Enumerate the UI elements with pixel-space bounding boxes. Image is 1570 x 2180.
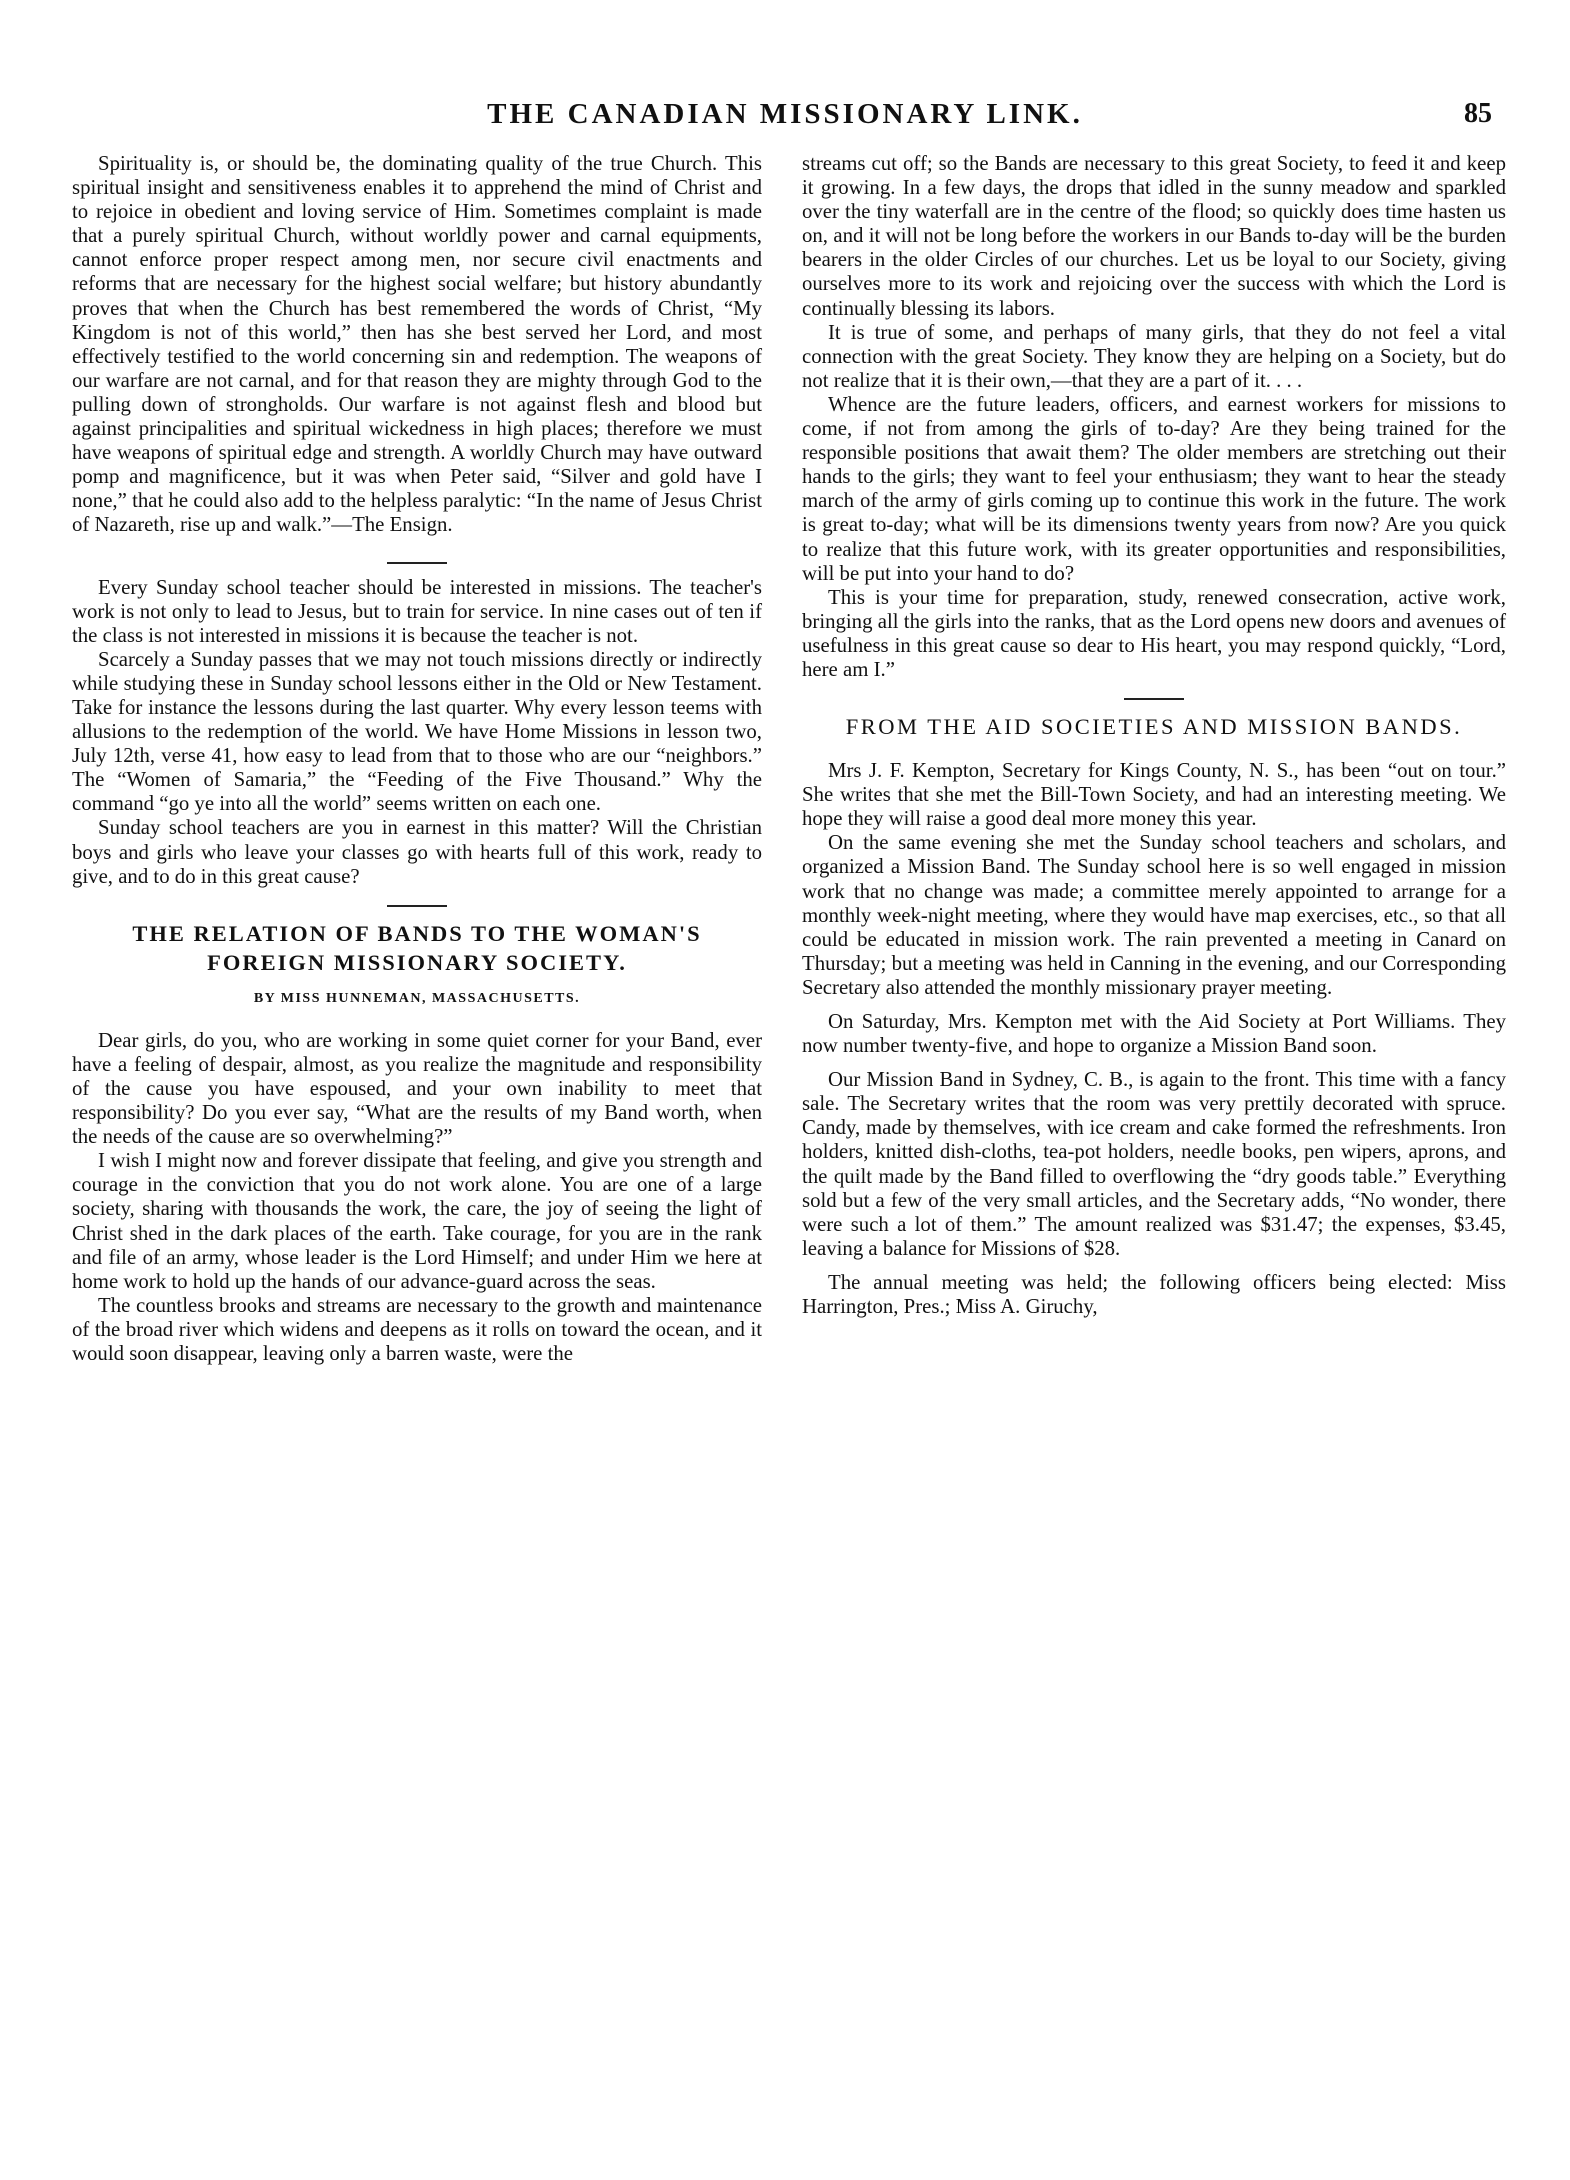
article-sunday-school-p2: Scarcely a Sunday passes that we may not touch missions directly or indirectly while studying these in Sunday school lessons either in the Old or New Testament. Take for instance the lessons during the last quarter. Why every lesson teems with allusions to the redemption of the world. We have Home Missions in lesson two, July 12th, verse 41, how easy to lead from that to those who are our “neighbors.” The “Women of Samaria,” the “Feeding of the Five Thousand.” Why the command “go ye into all the world” seems written on each one. bbox=[72, 647, 762, 816]
report-annual-meeting: The annual meeting was held; the following officers being elected: Miss Harrington, Pres.; Miss A. Giruchy, bbox=[802, 1270, 1506, 1319]
report-sydney: Our Mission Band in Sydney, C. B., is again to the front. This time with a fancy sale. The Secretary writes that the room was very prettily decorated with spruce. Candy, made by themselves, with ice cream and cake formed the refreshments. Iron holders, knitted dish-cloths, tea-pot holders, needle books, pen wipers, aprons, and the quilt made by the Band filled to overflowing the “dry goods table.” Everything sold but a few of the very small articles, and the Secretary adds, “No wonder, there were such a lot of them.” The amount realized was $31.47; the expenses, $3.45, leaving a balance for Missions of $28. bbox=[802, 1068, 1506, 1260]
article-bands-p1: Dear girls, do you, who are working in some quiet corner for your Band, ever have a feeling of despair, almost, as you realize the magnitude and responsibility of the cause you have espoused, and your own inability to meet that responsibility? Do you ever say, “What are the results of my Band worth, when the needs of the cause are so overwhelming?” bbox=[72, 1028, 762, 1149]
article-bands-p3: The countless brooks and streams are necessary to the growth and maintenance of the broad river which widens and deepens as it rolls on toward the ocean, and it would soon disappear, leaving only a barren waste, were the bbox=[72, 1293, 762, 1366]
section-heading-aid-societies: FROM THE AID SOCIETIES AND MISSION BANDS. bbox=[845, 714, 1463, 740]
article-bands-p6: Whence are the future leaders, officers, and earnest workers for missions to come, if not from among the girls of to-day? Are they being trained for the responsible positions that await them? The older members are stretching out their hands to the girls; they want to feel your enthusiasm; they want to hear the steady march of the army of girls coming up to continue this work in the future. The work is great to-day; what will be its dimensions twenty years from now? Are you quick to realize that this future work, with its greater opportunities and responsibilities, will be put into your hand to do? bbox=[802, 392, 1506, 585]
article-spirituality: Spirituality is, or should be, the dominating quality of the true Church. This spiritual insight and sensitiveness enables it to apprehend the mind of Christ and to rejoice in obedient and loving service of Him. Sometimes complaint is made that a purely spiritual Church, without worldly power and carnal equipments, cannot enforce proper respect among men, nor secure civil enactments and reforms that are necessary for the highest social welfare; but history abundantly proves that when the Church has best remembered the words of Christ, “My Kingdom is not of this world,” then has she best served her Lord, and most effectively testified to the world concerning sin and redemption. The weapons of our warfare are not carnal, and for that reason they are mighty through God to the pulling down of strongholds. Our warfare is not against flesh and blood but against principalities and spiritual wickedness in high places; therefore we must have weapons of spiritual edge and strength. A worldly Church may have outward pomp and magnificence, but it was when Peter said, “Silver and gold have I none,” that he could also add to the helpless paralytic: “In the name of Jesus Christ of Nazareth, rise up and walk.”—The Ensign. bbox=[72, 152, 762, 537]
report-mission-band: On the same evening she met the Sunday school teachers and scholars, and organized a Mission Band. The Sunday school here is so well engaged in mission work that no change was made; a committee merely appointed to arrange for a monthly week-night meeting, where they would have map exercises, etc., so that all could be educated in mission work. The rain prevented a meeting in Canard on Thursday; but a meeting was held in Canning in the evening, and our Corresponding Secretary also attended the monthly missionary prayer meeting. bbox=[802, 831, 1506, 999]
divider-rule bbox=[387, 905, 447, 907]
article-bands-p4: streams cut off; so the Bands are necessary to this great Society, to feed it and keep it growing. In a few days, the drops that idled in the sunny meadow and sparkled over the tiny waterfall are in the centre of the flood; so quickly does time hasten us on, and it will not be long before the workers in our Bands to-day will be the burden bearers in the older Circles of our churches. Let us be loyal to our Society, giving ourselves more to its work and rejoicing over the success with which the Lord is continually blessing its labors. bbox=[802, 152, 1506, 320]
article-sunday-school-p3: Sunday school teachers are you in earnest in this matter? Will the Christian boys and girls who leave your classes go with hearts full of this work, ready to give, and to do in this great cause? bbox=[72, 816, 762, 888]
article-sunday-school: Every Sunday school teacher should be interested in missions. The teacher's work is not only to lead to Jesus, but to train for service. In nine cases out of ten if the class is not interested in missions it is because the teacher is not. bbox=[72, 575, 762, 647]
right-column bbox=[802, 152, 1506, 1319]
article-bands-p2: I wish I might now and forever dissipate that feeling, and give you strength and courage in the conviction that you do not work alone. You are one of a large society, sharing with thousands the work, the care, the joy of seeing the light of Christ shed in the dark places of the earth. Take courage, for you are in the rank and file of an army, whose leader is the Lord Himself; and under Him we here at home work to hold up the hands of our advance-guard across the seas. bbox=[72, 1149, 762, 1293]
article-bands-p7: This is your time for preparation, study, renewed consecration, active work, bringing all the girls into the ranks, that as the Lord opens new doors and avenues of usefulness in this great cause so dear to His heart, you may respond quickly, “Lord, here am I.” bbox=[802, 585, 1506, 681]
divider-rule bbox=[1124, 698, 1184, 700]
report-port-williams: On Saturday, Mrs. Kempton met with the Aid Society at Port Williams. They now number twenty-five, and hope to organize a Mission Band soon. bbox=[802, 1010, 1506, 1058]
running-title: THE CANADIAN MISSIONARY LINK. bbox=[487, 98, 1083, 130]
left-column bbox=[72, 152, 762, 1366]
section-heading-bands: THE RELATION OF BANDS TO THE WOMAN'S FOREIGN MISSIONARY SOCIETY. bbox=[132, 920, 702, 975]
article-byline: BY MISS HUNNEMAN, MASSACHUSETTS. bbox=[253, 990, 581, 1006]
divider-rule bbox=[387, 562, 447, 564]
report-kempton: Mrs J. F. Kempton, Secretary for Kings County, N. S., has been “out on tour.” She writes that she met the Bill-Town Society, and had an interesting meeting. We hope they will raise a good deal more money this year. bbox=[802, 759, 1506, 831]
page-header bbox=[0, 92, 1570, 142]
article-bands-p5: It is true of some, and perhaps of many girls, that they do not feel a vital connection with the great Society. They know they are helping on a Society, but do not realize that it is their own,—that they are a part of it. . . . bbox=[802, 320, 1506, 392]
page-number: 85 bbox=[1464, 98, 1492, 129]
